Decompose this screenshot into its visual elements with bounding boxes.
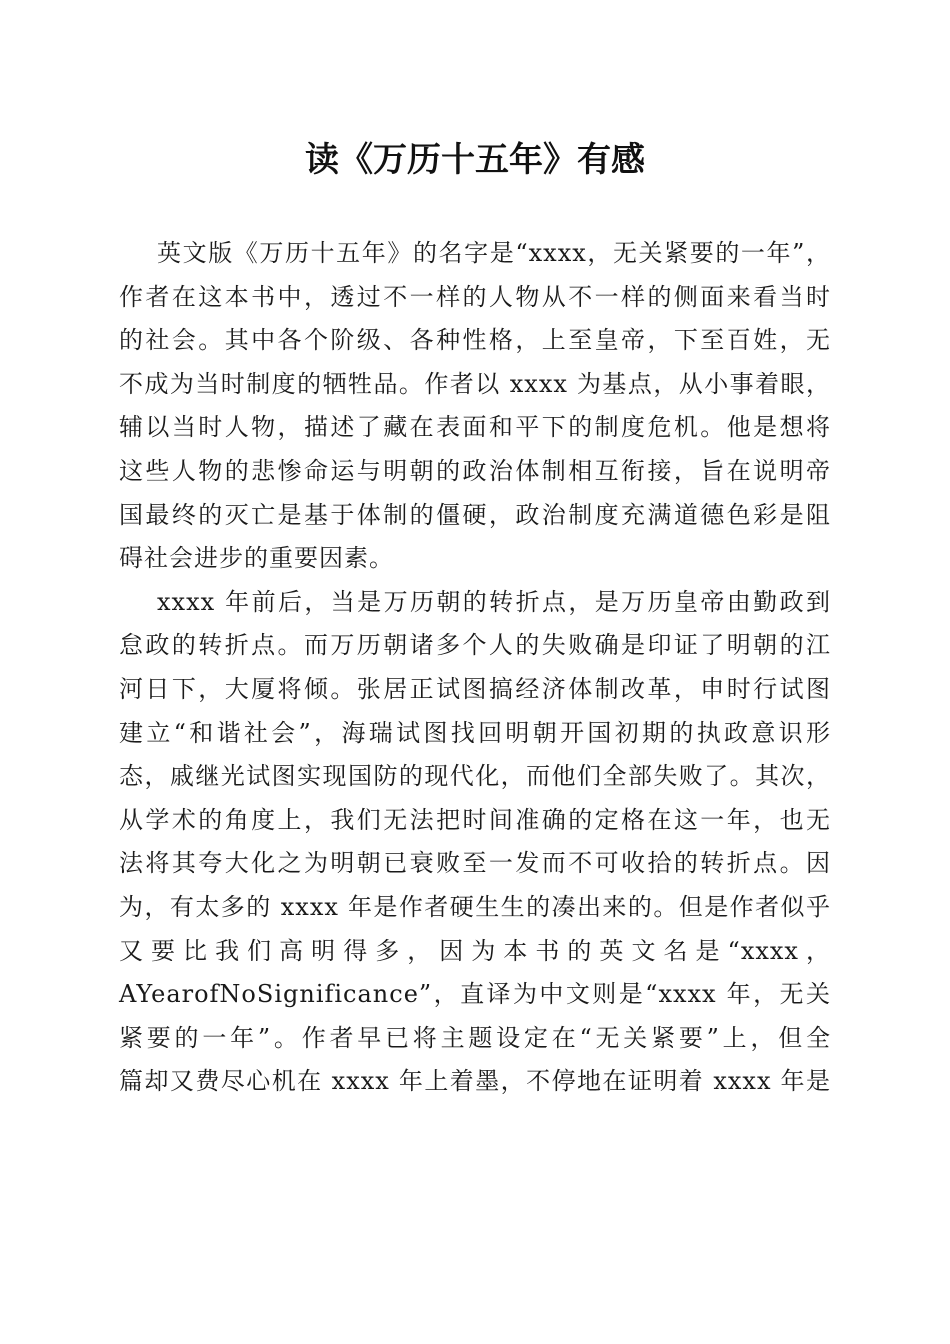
text-line: 的社会。其中各个阶级、各种性格，上至皇帝，下至百姓，无 — [119, 326, 831, 355]
text-line: AYearofNoSignificance”，直译为中文则是“xxxx 年，无关 — [119, 980, 831, 1009]
document-body — [119, 232, 831, 1104]
text-line: 国最终的灭亡是基于体制的僵硬，政治制度充满道德色彩是阻 — [119, 500, 831, 529]
text-line: 碍社会进步的重要因素。 — [119, 544, 394, 573]
text-line: 河日下，大厦将倾。张居正试图搞经济体制改革，申时行试图 — [119, 674, 831, 703]
text-line: 态，戚继光试图实现国防的现代化，而他们全部失败了。其次， — [119, 762, 831, 791]
text-line: 从学术的角度上，我们无法把时间准确的定格在这一年，也无 — [119, 805, 831, 834]
text-line: 建立“和谐社会”，海瑞试图找回明朝开国初期的执政意识形 — [119, 718, 831, 747]
paragraph-1 — [119, 232, 831, 581]
text-line: 不成为当时制度的牺牲品。作者以 xxxx 为基点，从小事着眼， — [119, 369, 831, 398]
text-line: 为，有太多的 xxxx 年是作者硬生生的凑出来的。但是作者似乎 — [119, 892, 831, 921]
text-line: 篇却又费尽心机在 xxxx 年上着墨，不停地在证明着 xxxx 年是 — [119, 1067, 831, 1096]
text-line: 紧要的一年”。作者早已将主题设定在“无关紧要”上，但全 — [119, 1023, 831, 1052]
text-line: 这些人物的悲惨命运与明朝的政治体制相互衔接，旨在说明帝 — [119, 456, 831, 485]
page-title: 读《万历十五年》有感 — [305, 140, 645, 180]
text-line: xxxx 年前后，当是万历朝的转折点，是万历皇帝由勤政到 — [157, 587, 831, 616]
text-line: 作者在这本书中，透过不一样的人物从不一样的侧面来看当时 — [119, 282, 831, 311]
text-line: 英文版《万历十五年》的名字是“xxxx，无关紧要的一年”， — [157, 239, 831, 267]
text-line: 又要比我们高明得多，因为本书的英文名是“xxxx， — [119, 936, 831, 965]
text-line: 法将其夸大化之为明朝已衰败至一发而不可收拾的转折点。因 — [119, 849, 831, 878]
text-line: 怠政的转折点。而万历朝诸多个人的失败确是印证了明朝的江 — [119, 631, 831, 660]
text-line: 辅以当时人物，描述了藏在表面和平下的制度危机。他是想将 — [119, 413, 831, 442]
paragraph-2 — [119, 581, 831, 1104]
